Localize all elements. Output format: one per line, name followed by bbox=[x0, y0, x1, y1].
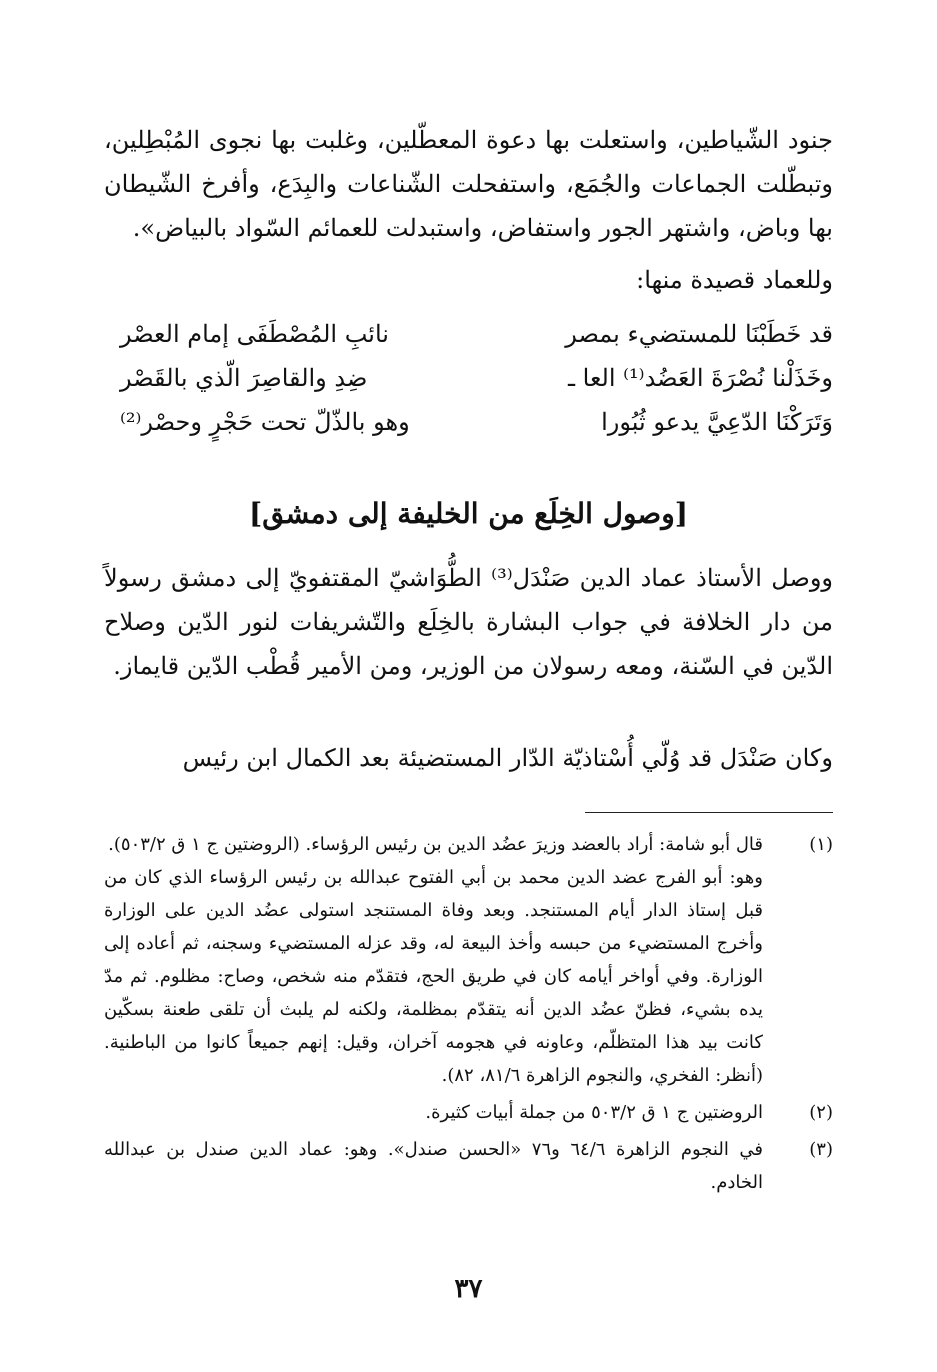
footnote-number: (١) bbox=[809, 834, 833, 855]
poem-verse bbox=[120, 320, 833, 364]
poem-hemistich-second: ضِدِ والقاصِرَ الّذي بالقَصْر bbox=[120, 364, 368, 392]
footnote-separator bbox=[585, 812, 833, 813]
footnote-text: الروضتين ج ١ ق ٥٠٣/٢ من جملة أبيات كثيرة. bbox=[425, 1102, 763, 1123]
footnote-number: (٢) bbox=[809, 1102, 833, 1123]
poem bbox=[120, 320, 833, 452]
poem-verse bbox=[120, 408, 833, 452]
footnote-3 bbox=[104, 1133, 833, 1199]
poem-verse bbox=[120, 364, 833, 408]
paragraph-2: ووصل الأستاذ عماد الدين صَنْدَل⁽³⁾ الطُّوَاشيّ المقتفويّ إلى دمشق رسولاً من دار الخلافة في جواب البشارة بالخِلَع والتّشريفات لنور الدّين وصلاح الدّين في السّنة، ومعه رسولان من الوزير، ومن الأمير قُطْب الدّين قايماز. bbox=[104, 564, 834, 680]
paragraph-3: وكان صَنْدَل قد وُلّي أُسْتاذيّة الدّار المستضيئة بعد الكمال ابن رئيس bbox=[182, 744, 833, 772]
footnote-text: قال أبو شامة: أراد بالعضد وزيرَ عضُد الدين بن رئيس الرؤساء. (الروضتين ج ١ ق ٥٠٣/٢). bbox=[108, 834, 763, 855]
poem-hemistich-first: قد خَطَبْنَا للمستضيء بمصر bbox=[565, 320, 833, 348]
section-heading: [وصول الخِلَع من الخليفة إلى دمشق] bbox=[249, 497, 688, 530]
poem-intro: وللعماد قصيدة منها: bbox=[636, 266, 833, 294]
poem-hemistich-first: وَتَرَكْنَا الدّعِيَّ يدعو ثُبُورا bbox=[601, 408, 833, 436]
paragraph-1: جنود الشّياطين، واستعلت بها دعوة المعطّلين، وغلبت بها نجوى المُبْطِلين، وتبطّلت الجماعات والجُمَع، واستفحلت الشّناعات والبِدَع، وأفرخ الشّيطان بها وباض، واشتهر الجور واستفاض، واستبدلت للعمائم السّواد بالبياض». bbox=[104, 126, 833, 242]
poem-hemistich-first: وخَذَلْنا نُصْرَةَ العَضُد⁽¹⁾ العا ـ bbox=[567, 364, 833, 392]
footnote-1-continuation: وهو: أبو الفرج عضد الدين محمد بن أبي الفتوح عبدالله بن رئيس الرؤساء الذي كان من قبل إستاذ الدار أيام المستنجد. وبعد وفاة المستنجد استولى عضُد الدين على الوزارة وأخرج المستضيء من حبسه وأخذ البيعة له، وقد عزله المستضيء وسجنه، ثم أعاده إلى الوزارة. وفي أواخر أيامه كان في طريق الحج، فتقدّم منه شخص، وصاح: مظلوم. ثم مدّ يده بشيء، فظنّ عضُد الدين أنه يتقدّم بمظلمة، ولكنه لم يلبث أن تلقى طعنة بسكّين كانت بيد هذا المتظلّم، وعاونه في هجومه آخران، وقيل: إنهم جميعاً كانوا من الباطنية. (أنظر: الفخري، والنجوم الزاهرة ٨١/٦، ٨٢). bbox=[104, 867, 763, 1086]
page-number: ٣٧ bbox=[454, 1274, 483, 1304]
poem-hemistich-second: وهو بالذّلّ تحت حَجْرٍ وحصْر⁽²⁾ bbox=[120, 408, 410, 436]
footnotes bbox=[104, 828, 833, 1199]
footnote-text: في النجوم الزاهرة ٦٤/٦ و٧٦ «الحسن صندل». وهو: عماد الدين صندل بن عبدالله الخادم. bbox=[104, 1139, 763, 1193]
footnote-number: (٣) bbox=[809, 1139, 833, 1160]
poem-hemistich-second: نائبِ المُصْطَفَى إمام العصْر bbox=[120, 320, 389, 348]
footnote-1 bbox=[104, 828, 833, 861]
footnote-2 bbox=[104, 1096, 833, 1129]
